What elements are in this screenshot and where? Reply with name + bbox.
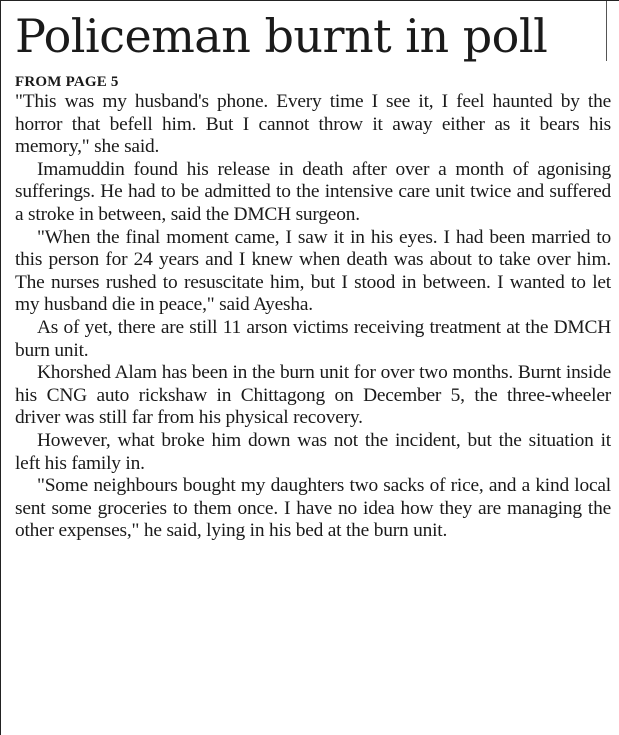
headline: Policeman burnt in poll xyxy=(15,9,548,63)
column-rule xyxy=(606,1,607,61)
article-paragraph: "This was my husband's phone. Every time I see it, I feel haunted by the horror that befell him. But I cannot throw it away either as it bears his memory," she said. xyxy=(15,91,611,158)
article-paragraph: Khorshed Alam has been in the burn unit for over two months. Burnt inside his CNG auto rickshaw in Chittagong on December 5, the three-wheeler driver was still far from his physical recovery. xyxy=(15,362,611,429)
article-paragraph: "When the final moment came, I saw it in his eyes. I had been married to this person for 24 years and I knew when death was about to take over him. The nurses rushed to resuscitate him, but I stood in between. I wanted to let my husband die in peace," said Ayesha. xyxy=(15,226,611,316)
article-paragraph: However, what broke him down was not the incident, but the situation it left his family in. xyxy=(15,429,611,474)
article-paragraph: Imamuddin found his release in death after over a month of agonising sufferings. He had to be admitted to the intensive care unit twice and suffered a stroke in between, said the DMCH surgeon. xyxy=(15,158,611,225)
continuation-kicker: FROM PAGE 5 xyxy=(15,74,119,90)
article-body xyxy=(15,73,611,543)
article-paragraph: "Some neighbours bought my daughters two sacks of rice, and a kind local sent some groceries to them once. I have no idea how they are managing the other expenses," he said, lying in his bed at the burn unit. xyxy=(15,475,611,542)
article-paragraph: As of yet, there are still 11 arson victims receiving treatment at the DMCH burn unit. xyxy=(15,316,611,361)
